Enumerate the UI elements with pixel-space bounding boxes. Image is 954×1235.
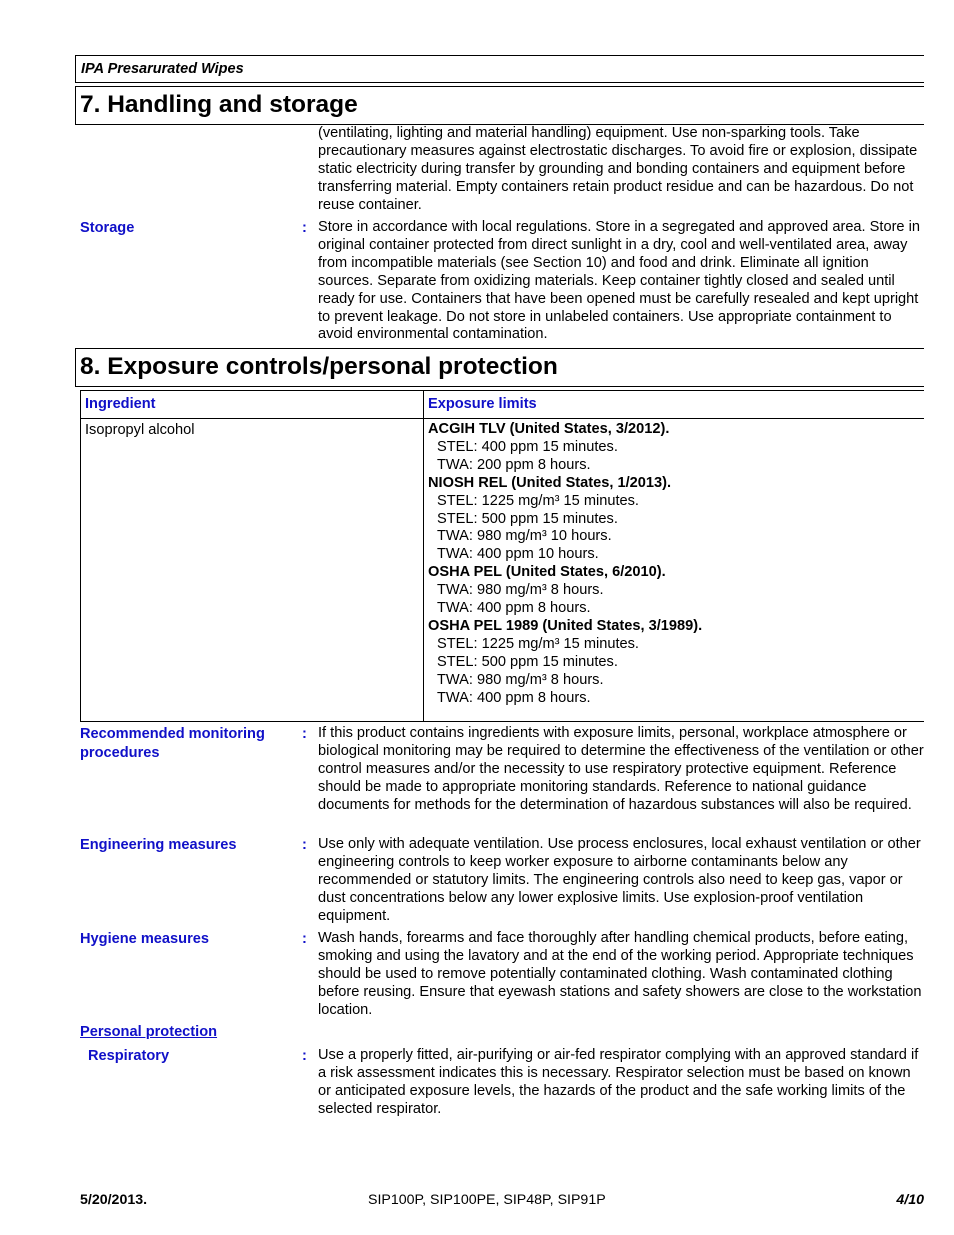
limit-entry: TWA: 400 ppm 10 hours. — [437, 546, 599, 563]
storage-text: Store in accordance with local regulations. Store in a segregated and approved area. Store in original container protected from direct sunlight in a dry, cool and well-ventilated area, away from incompatible materials (see Section 10) and food and drink. Eliminate all ignition sources. Separate from oxidizing materials. Keep container tightly closed and sealed until ready for use. Containers that have been opened must be carefully resealed and kept upright to prevent leakage. Do not store in unlabeled containers. Use appropriate containment to avoid environmental contamination. — [318, 219, 920, 343]
ingredient-column-header: Ingredient — [85, 396, 156, 412]
hygiene-label: Hygiene measures — [80, 931, 209, 947]
footer-product-codes: SIP100P, SIP100PE, SIP48P, SIP91P — [368, 1192, 606, 1208]
section-7-title: 7. Handling and storage — [75, 86, 924, 125]
table-column-divider — [423, 391, 424, 721]
section-8-title: 8. Exposure controls/personal protection — [75, 348, 924, 387]
handling-continued-text: (ventilating, lighting and material handling) equipment. Use non-sparking tools. Take precautionary measures against electrostatic discharges. To avoid fire or explosion, dissipate static electricity during transfer by grounding and bonding containers and equipment before transferring material. Empty containers retain product residue and can be hazardous. Do not reuse container. — [318, 125, 918, 213]
engineering-colon: : — [302, 837, 307, 853]
limit-entry: TWA: 980 mg/m³ 8 hours. — [437, 582, 604, 599]
limit-entry: TWA: 400 ppm 8 hours. — [437, 600, 591, 617]
personal-protection-link[interactable]: Personal protection — [80, 1024, 218, 1040]
monitoring-label: Recommended monitoring procedures — [80, 726, 265, 761]
limit-source: NIOSH REL (United States, 1/2013). — [428, 474, 672, 491]
limit-entry: TWA: 200 ppm 8 hours. — [437, 456, 591, 473]
respiratory-label: Respiratory — [88, 1048, 170, 1064]
limit-source: OSHA PEL (United States, 6/2010). — [428, 564, 666, 581]
limit-entry: TWA: 980 mg/m³ 10 hours. — [437, 528, 612, 545]
storage-colon: : — [302, 220, 307, 236]
ingredient-cell: Isopropyl alcohol — [85, 422, 195, 438]
exposure-limits-column-header: Exposure limits — [428, 396, 537, 412]
limit-source: ACGIH TLV (United States, 3/2012). — [428, 421, 670, 437]
monitoring-text: If this product contains ingredients with exposure limits, personal, workplace atmosphere or biological monitoring may be required to determine the effectiveness of the ventilation or other control measures and/or the necessity to use respiratory protective equipment. Reference should be made to appropriate monitoring standards. Reference to national guidance documents for methods for the determination of hazardous substances will also be required. — [318, 725, 924, 813]
limit-entry: STEL: 400 ppm 15 minutes. — [437, 438, 618, 455]
respiratory-colon: : — [302, 1048, 307, 1064]
hygiene-colon: : — [302, 931, 307, 947]
limit-entry: TWA: 980 mg/m³ 8 hours. — [437, 671, 604, 688]
storage-label: Storage — [80, 220, 135, 236]
footer-page-number: 4/10 — [896, 1192, 924, 1208]
respiratory-text: Use a properly fitted, air-purifying or air-fed respirator complying with an approved standard if a risk assessment indicates this is necessary. Respirator selection must be based on known or anticipated exposure levels, the hazards of the product and the safe working limits of the selected respirator. — [318, 1047, 919, 1117]
limit-source: OSHA PEL 1989 (United States, 3/1989). — [428, 617, 703, 634]
limit-entry: STEL: 1225 mg/m³ 15 minutes. — [437, 492, 639, 509]
exposure-limits-list — [428, 421, 923, 708]
limit-entry: STEL: 500 ppm 15 minutes. — [437, 510, 618, 527]
limit-entry: TWA: 400 ppm 8 hours. — [437, 689, 591, 706]
table-header-divider — [81, 418, 924, 419]
monitoring-colon: : — [302, 726, 307, 742]
product-name: IPA Presarurated Wipes — [81, 61, 244, 77]
limit-entry: STEL: 1225 mg/m³ 15 minutes. — [437, 635, 639, 652]
footer-date: 5/20/2013. — [80, 1192, 148, 1208]
engineering-label: Engineering measures — [80, 837, 237, 853]
engineering-text: Use only with adequate ventilation. Use process enclosures, local exhaust ventilation or other engineering controls to keep worker exposure to airborne contaminants below any recommended or statutory limits. The engineering controls also need to keep gas, vapor or dust concentrations below any lower explosive limits. Use explosion-proof ventilation equipment. — [318, 836, 921, 924]
limit-entry: STEL: 500 ppm 15 minutes. — [437, 653, 618, 670]
hygiene-text: Wash hands, forearms and face thoroughly after handling chemical products, before eating, smoking and using the lavatory and at the end of the working period. Appropriate techniques should be used to remove potentially contaminated clothing. Wash contaminated clothing before reusing. Ensure that eyewash stations and safety showers are close to the workstation location. — [318, 930, 922, 1018]
exposure-limits-table — [80, 390, 924, 722]
document-header — [75, 55, 924, 83]
